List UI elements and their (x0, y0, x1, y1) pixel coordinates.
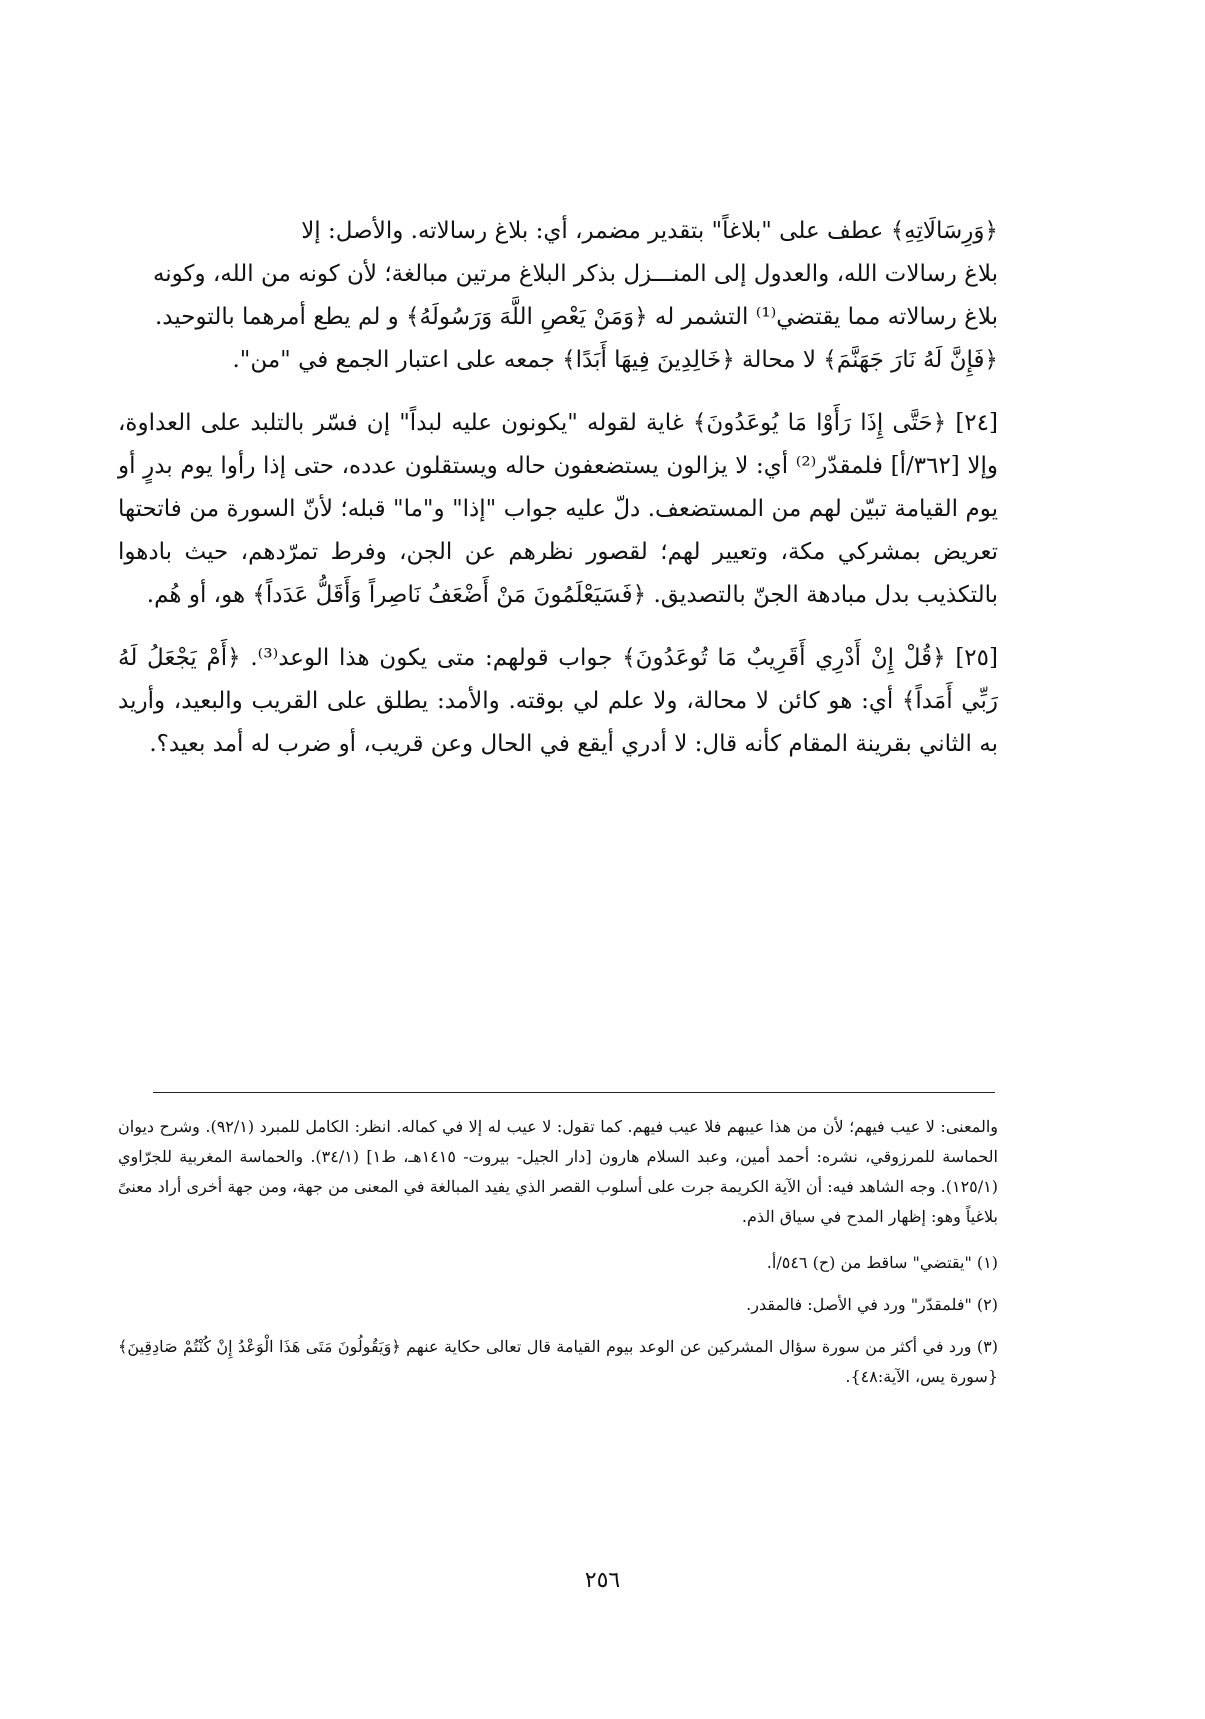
paragraph-1-line-2: بلاغ رسالات الله، والعدول إلى المنـــزل بذكر البلاغ مرتين مبالغة؛ لأن كونه من الله، وكونه (152, 261, 998, 287)
footnote-3: (٣) ورد في أكثر من سورة سؤال المشركين عن الوعد بيوم القيامة قال تعالى حكاية عنهم ﴿وَيَقُولُونَ مَتَى هَذَا الْوَعْدُ إِنْ كُنْتُمْ صَادِقِينَ﴾{سورة يس، الآية:٤٨}. (118, 1337, 998, 1386)
footnotes (118, 1112, 998, 1404)
paragraph-verse-24: [٢٤] ﴿حَتَّى إِذَا رَأَوْا مَا يُوعَدُونَ﴾ غاية لقوله "يكونون عليه لبداً" إن فسّر بالتلبد على العداوة، وإلا [٣٦٢/أ] فلمقدّر⁽²⁾ أي: لا يزالون يستضعفون حاله ويستقلون عدده، حتى إذا رأوا يوم بدرٍ أو يوم القيامة تبيّن لهم من المستضعف. دلّ عليه جواب "إذا" و"ما" قبله؛ لأنّ السورة من فاتحتها تعريض بمشركي مكة، وتعيير لهم؛ لقصور نظرهم عن الجن، وفرط تمرّدهم، حيث بادهوا بالتكذيب بدل مبادهة الجنّ بالتصديق. ﴿فَسَيَعْلَمُونَ مَنْ أَضْعَفُ نَاصِراً وَأَقَلُّ عَدَداً﴾ هو، أو هُم. (118, 410, 998, 608)
footnote-separator (153, 1092, 995, 1093)
page-number: ٢٥٦ (584, 1568, 621, 1593)
paragraph-1-line-4: ﴿فَإِنَّ لَهُ نَارَ جَهَنَّمَ﴾ لا محالة ﴿خَالِدِينَ فِيهَا أَبَدًا﴾ جمعه على اعتبار الجمع في "من". (232, 347, 998, 373)
paragraph-1-line-1: ﴿وَرِسَالَاتِهِ﴾ عطف على "بلاغاً" بتقدير مضمر، أي: بلاغ رسالاته. والأصل: إلا (301, 218, 998, 244)
paragraph-1-line-3: بلاغ رسالاته مما يقتضي⁽¹⁾ التشمر له ﴿وَمَنْ يَعْصِ اللَّهَ وَرَسُولَهُ﴾ و لم يطع أمرهما بالتوحيد. (154, 304, 998, 330)
main-text (118, 210, 998, 786)
footnote-continuation: والمعنى: لا عيب فيهم؛ لأن من هذا عيبهم فلا عيب فيهم. كما تقول: لا عيب له إلا في كماله. انظر: الكامل للمبرد (٩٢/١). وشرح ديوان الحماسة للمرزوقي، نشره: أحمد أمين، وعبد السلام هارون [دار الجيل- بيروت- ١٤١٥هـ، ط١] (٣٤/١). والحماسة المغربية للجرّاوي (١٢٥/١). وجه الشاهد فيه: أن الآية الكريمة جرت على أسلوب القصر الذي يفيد المبالغة في المعنى من جهة، ومن جهة أخرى أراد معنىً بلاغياً وهو: إظهار المدح في سياق الذم. (118, 1117, 999, 1226)
paragraph-verse-25: [٢٥] ﴿قُلْ إِنْ أَدْرِي أَقَرِيبٌ مَا تُوعَدُونَ﴾ جواب قولهم: متى يكون هذا الوعد⁽³⁾. ﴿أَمْ يَجْعَلُ لَهُ رَبِّي أَمَداً﴾ أي: هو كائن لا محالة، ولا علم لي بوقته. والأمد: يطلق على القريب والبعيد، وأريد به الثاني بقرينة المقام كأنه قال: لا أدري أيقع في الحال وعن قريب، أو ضرب له أمد بعيد؟. (118, 645, 998, 757)
footnote-2: (٢) "فلمقدّر" ورد في الأصل: فالمقدر. (746, 1295, 998, 1314)
footnote-1: (١) "يقتضي" ساقط من (ح) ٥٤٦/أ. (766, 1253, 998, 1272)
